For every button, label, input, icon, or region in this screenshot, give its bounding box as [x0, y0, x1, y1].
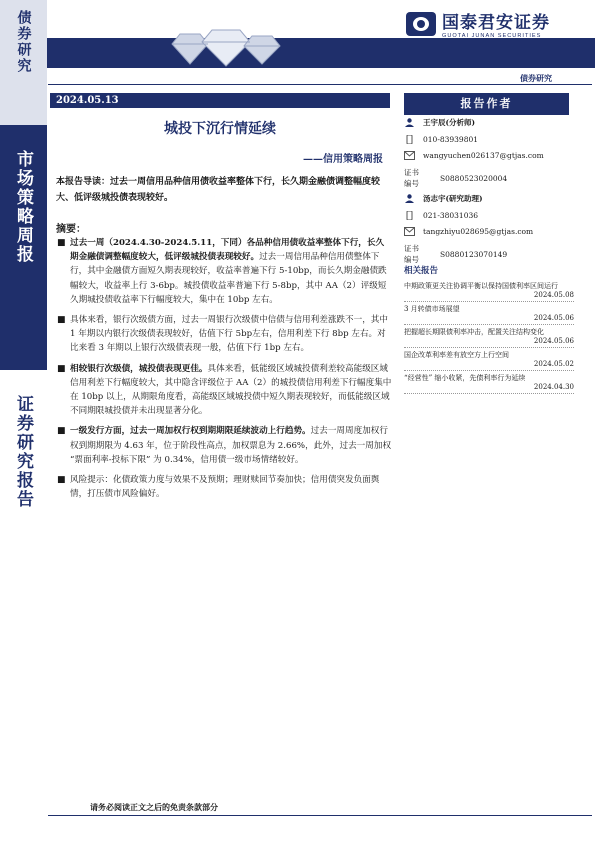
related-reports [404, 264, 574, 396]
report-guide: 本报告导读：过去一周信用品种信用债收益率整体下行，长久期金融债调整幅度较大、低评级城投债表现较好。 [56, 177, 381, 203]
person-icon [404, 194, 415, 203]
summary-list [56, 236, 392, 507]
author-name: 王宇辰(分析师) [423, 118, 476, 127]
category-label: 债券研究 [15, 10, 32, 74]
footer-divider [48, 815, 592, 816]
author-name: 汤志宇(研究助理) [423, 194, 483, 203]
related-report-title[interactable]: 3 月转债市场展望 [404, 305, 460, 313]
related-report-item[interactable] [404, 327, 574, 348]
bullet-icon: ■ [57, 315, 66, 326]
summary-item-body: 过去一周周度加权行权到期期限为 4.63 年，位于阶段性高点，加权票息为 2.66%，此外，过去一周加权 “票面利率-投标下限” 为 0.34%，信用债一级市场情绪较好。 [70, 426, 392, 465]
related-report-title[interactable]: 中期政策更关注协调平衡以保持国债利率区间运行 [404, 282, 558, 290]
company-logo [406, 8, 550, 39]
bullet-icon: ■ [57, 363, 66, 374]
logo-name-cn: 国泰君安证券 [442, 13, 550, 32]
author-cert-label: 证书编号 [404, 168, 419, 188]
logo-name-en: GUOTAI JUNAN SECURITIES [442, 33, 542, 39]
left-sidebar [0, 0, 47, 842]
related-report-item[interactable] [404, 281, 574, 302]
related-report-title[interactable]: 国企改革利率差有放空方上行空间 [404, 351, 509, 359]
summary-item-lead: 过去一周（2024.4.30-2024.5.11，下同）各品种信用债收益率整体下行，长久期金融债调整幅度较大，低评级城投债表现较好。 [70, 238, 385, 263]
person-icon [404, 118, 415, 127]
bullet-icon: ■ [57, 238, 66, 248]
summary-item-body: 过去一周信用品种信用债整体下行，其中金融债方面短久期表现较好，收益率普遍下行 5-10bp，而长久期金融债跌幅较大，收益率上行 3-6bp。城投债收益率普遍下行 5-8bp，其中 AA（2）评级短久期城投债收益率下行幅度较大，集中在 10bp 左右。 [70, 252, 387, 305]
report-date: 2024.05.13 [50, 93, 390, 108]
author-phone: 010-83939801 [423, 135, 479, 144]
header-divider [48, 84, 592, 85]
summary-item [56, 236, 392, 307]
summary-item [56, 362, 392, 419]
related-report-item[interactable] [404, 304, 574, 325]
report-subtitle: ——信用策略周报 [303, 154, 383, 165]
author-phone: 021-38031036 [423, 211, 479, 220]
disclaimer-footer: 请务必阅读正文之后的免责条款部分 [90, 802, 218, 812]
header-banner [47, 38, 595, 68]
summary-item-body: 风险提示：化债政策力度与效果不及预期；理财赎回节奏加快；信用债突发负面舆情，打压债市风险偏好。 [70, 475, 380, 500]
summary-item [56, 473, 392, 501]
related-report-date: 2024.05.06 [533, 314, 574, 322]
gems-decoration-icon [160, 26, 300, 68]
email-icon [404, 227, 415, 236]
related-report-date: 2024.05.08 [533, 291, 574, 299]
phone-icon [404, 211, 415, 220]
related-report-item[interactable] [404, 373, 574, 394]
header-category: 债券研究 [520, 73, 552, 83]
author-email: wangyuchen026137@gtjas.com [423, 151, 544, 160]
document-type-label: 证券研究报告 [13, 395, 33, 509]
related-report-date: 2024.05.02 [533, 360, 574, 368]
phone-icon [404, 135, 415, 144]
bullet-icon: ■ [57, 475, 66, 486]
logo-mark-icon [406, 12, 436, 36]
related-reports-heading: 相关报告 [404, 266, 439, 276]
author-cert: S0880523020004 [440, 173, 508, 183]
author-cert: S0880123070149 [440, 249, 508, 259]
related-report-date: 2024.04.30 [533, 383, 574, 391]
related-report-title[interactable]: “经营性” 缩小收紧，先债利率行为延续 [404, 374, 526, 382]
email-icon [404, 151, 415, 160]
summary-item-lead: 相较银行次级债，城投债表现更佳。 [70, 363, 208, 374]
report-type-label: 市场策略周报 [13, 150, 33, 264]
summary-item-body: 具体来看，银行次级债方面，过去一周银行次级债中信债与信用利差涨跌不一，其中 1 年期以内银行次级债表现较好，估值下行 5bp左右，信用利差下行 8bp 左右。对比来看 3 年期以上银行次级债表现一般，估值下行 1bp 左右。 [70, 315, 388, 354]
author-email: tangzhiyu028695@gtjas.com [423, 227, 534, 236]
summary-item [56, 424, 392, 467]
report-title: 城投下沉行情延续 [164, 121, 276, 137]
summary-heading: 摘要： [56, 224, 86, 235]
summary-item-lead: 一级发行方面，过去一周加权行权到期期限延续波动上行趋势。 [70, 426, 311, 437]
authors-heading: 报告作者 [404, 93, 569, 115]
related-report-date: 2024.05.06 [533, 337, 574, 345]
summary-item [56, 313, 392, 356]
bullet-icon: ■ [57, 426, 66, 437]
related-report-item[interactable] [404, 350, 574, 371]
related-report-title[interactable]: 把握超长期限债利率冲击，配置关注结构变化 [404, 328, 544, 336]
author-cert-label: 证书编号 [404, 244, 419, 264]
summary-item-body: 具体来看，低能级区域城投债利差较高能级区域信用利差下行幅度较大，其中隐含评级位于 AA（2）的城投债信用利差下行幅度集中在 10bp 以上，从期限角度看，高能级区域城投债中短久期表现较好，而低能级区域不同期限城投债并未出现显著分化。 [70, 363, 392, 417]
